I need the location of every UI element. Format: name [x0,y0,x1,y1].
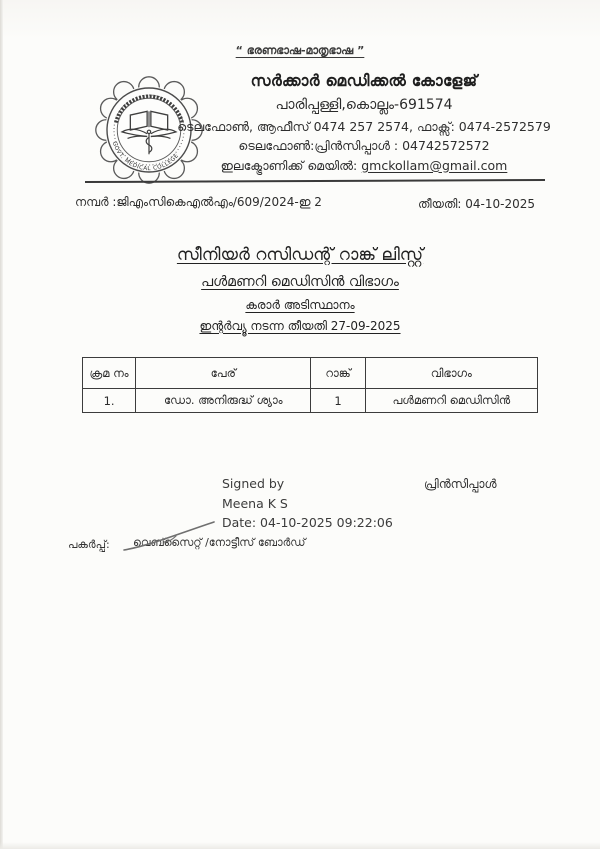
header-rank: റാങ്ക് [311,358,365,389]
scan-edge-left [0,0,3,849]
header-name: പേര് [136,358,311,389]
email-line [150,157,578,173]
principal-designation: പ്രിൻസിപ്പാൾ [424,477,497,491]
principal-phone-line: ടെലഫോൺ:പ്രിൻസിപ്പാൾ : 04742572572 [238,138,490,153]
reference-number: നമ്പർ :ജിഎംസികെഎൽഎം/609/2024-ഇ 2 [75,195,322,209]
cell-name: ഡോ. അനിരുദ്ധ് ശ്യാം [136,389,311,413]
seal-bottom-text: GOVT. MEDICAL COLLEGE [110,140,181,173]
scan-texture [0,0,600,40]
table-row [83,389,538,413]
signature-date: Date: 04-10-2025 09:22:06 [222,515,393,530]
copy-label: പകർപ്പ്: [68,538,110,551]
copy-to-text: വെബ്സൈറ്റ് /നോട്ടീസ് ബോർഡ് [133,536,306,549]
document-title-block [0,245,600,334]
header-serial-no: ക്രമ നം [83,358,136,389]
interview-date-subtitle: ഇന്റർവ്യൂ നടന്ന തീയതി 27-09-2025 [199,319,401,333]
cell-rank: 1 [311,389,365,413]
email-label: ഇലക്ട്രോണിക്ക് മെയിൽ: [220,157,362,173]
department-subtitle: പൾമണറി മെഡിസിൻ വിഭാഗം [201,274,399,290]
header-department: വിഭാഗം [365,358,537,389]
document-date: തീയതി: 04-10-2025 [418,197,536,211]
motto-line [0,44,600,58]
pen-stroke-mark [118,512,228,557]
cell-department: പൾമണറി മെഡിസിൻ [365,389,537,413]
cell-serial-no: 1. [83,389,136,413]
college-name: സർക്കാർ മെഡിക്കൽ കോളേജ് [250,72,478,90]
motto-text: “ ഭരണഭാഷ-മാതൃഭാഷ ” [235,44,365,57]
digital-signature-block [222,474,393,533]
college-address: പാരിപ്പള്ളി,കൊല്ലം-691574 [275,96,453,113]
signer-name: Meena K S [222,495,288,511]
rank-list-table [82,357,538,413]
basis-subtitle: കരാർ അടിസ്ഥാനം [245,298,355,312]
letterhead [150,74,578,179]
signed-by-label: Signed by [222,476,285,491]
table-header-row [83,358,538,389]
email-link[interactable]: gmckollam@gmail.com [361,157,508,173]
office-phone-line: ടെലഫോൺ, ആഫീസ് 0474 257 2574, ഫാക്സ്: 0474-2572579 [177,118,551,134]
document-title: സീനിയർ റസിഡന്റ് റാങ്ക് ലിസ്റ്റ് [176,245,424,265]
scan-edge-bottom [0,842,600,849]
